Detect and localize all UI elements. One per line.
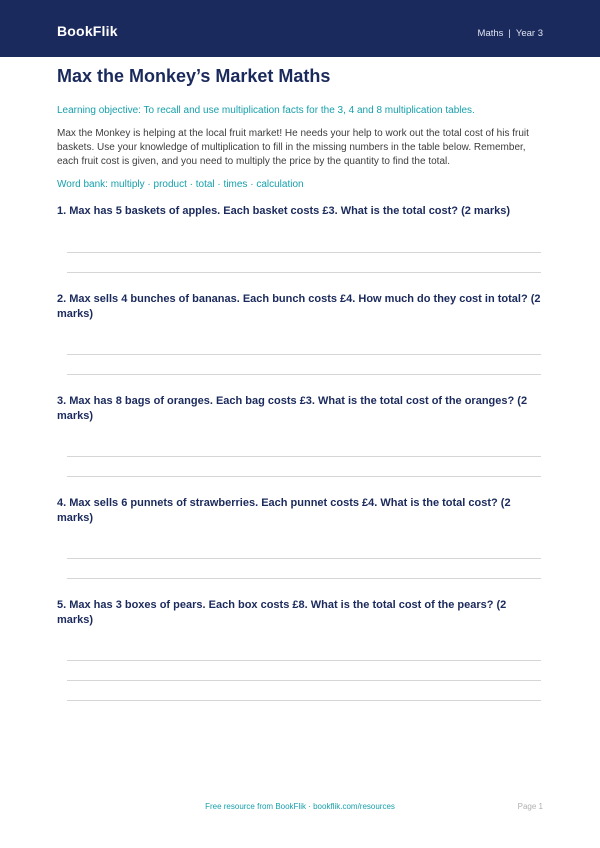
subject-label: Maths	[477, 28, 504, 39]
question-5	[57, 598, 543, 708]
question-text: 5. Max has 3 boxes of pears. Each box costs £8. What is the total cost of the pears? (2 marks)	[57, 599, 507, 626]
answer-line[interactable]	[67, 252, 541, 253]
answer-line[interactable]	[67, 456, 541, 457]
answer-line[interactable]	[67, 476, 541, 477]
brand-logo[interactable]: BookFlik	[57, 23, 118, 39]
answer-line[interactable]	[67, 578, 541, 579]
answer-line[interactable]	[67, 660, 541, 661]
answer-line[interactable]	[67, 374, 541, 375]
footer-source[interactable]: Free resource from BookFlik · bookflik.com/resources	[205, 802, 395, 811]
answer-line[interactable]	[67, 272, 541, 273]
page-number: Page 1	[517, 802, 543, 811]
page-header	[0, 0, 600, 57]
question-text: 4. Max sells 6 punnets of strawberries. Each punnet costs £4. What is the total cost? (2 marks)	[57, 497, 511, 524]
year-label: Year 3	[515, 28, 543, 39]
meta-separator: |	[508, 28, 511, 39]
question-3	[57, 394, 543, 484]
learning-objective: Learning objective: To recall and use multiplication facts for the 3, 4 and 8 multiplication tables.	[57, 105, 475, 116]
question-2	[57, 292, 543, 382]
question-text: 1. Max has 5 baskets of apples. Each basket costs £3. What is the total cost? (2 marks)	[57, 205, 510, 217]
page-title: Max the Monkey’s Market Maths	[57, 66, 331, 86]
answer-line[interactable]	[67, 680, 541, 681]
answer-line[interactable]	[67, 558, 541, 559]
worksheet-body	[57, 64, 543, 190]
answer-line[interactable]	[67, 354, 541, 355]
question-4	[57, 496, 543, 586]
question-text: 2. Max sells 4 bunches of bananas. Each bunch costs £4. How much do they cost in total? (2 marks)	[57, 293, 541, 320]
header-meta	[478, 28, 543, 39]
word-bank: Word bank: multiply · product · total · times · calculation	[57, 179, 304, 190]
answer-line[interactable]	[67, 700, 541, 701]
intro-paragraph: Max the Monkey is helping at the local fruit market! He needs your help to work out the total cost of his fruit baskets. Use your knowledge of multiplication to fill in the missing numbers in the table below. Remember, each fruit cost is given, and you need to multiply the price by the quantity to find the total.	[57, 128, 529, 167]
question-text: 3. Max has 8 bags of oranges. Each bag costs £3. What is the total cost of the oranges? (2 marks)	[57, 395, 528, 422]
question-1	[57, 204, 543, 284]
